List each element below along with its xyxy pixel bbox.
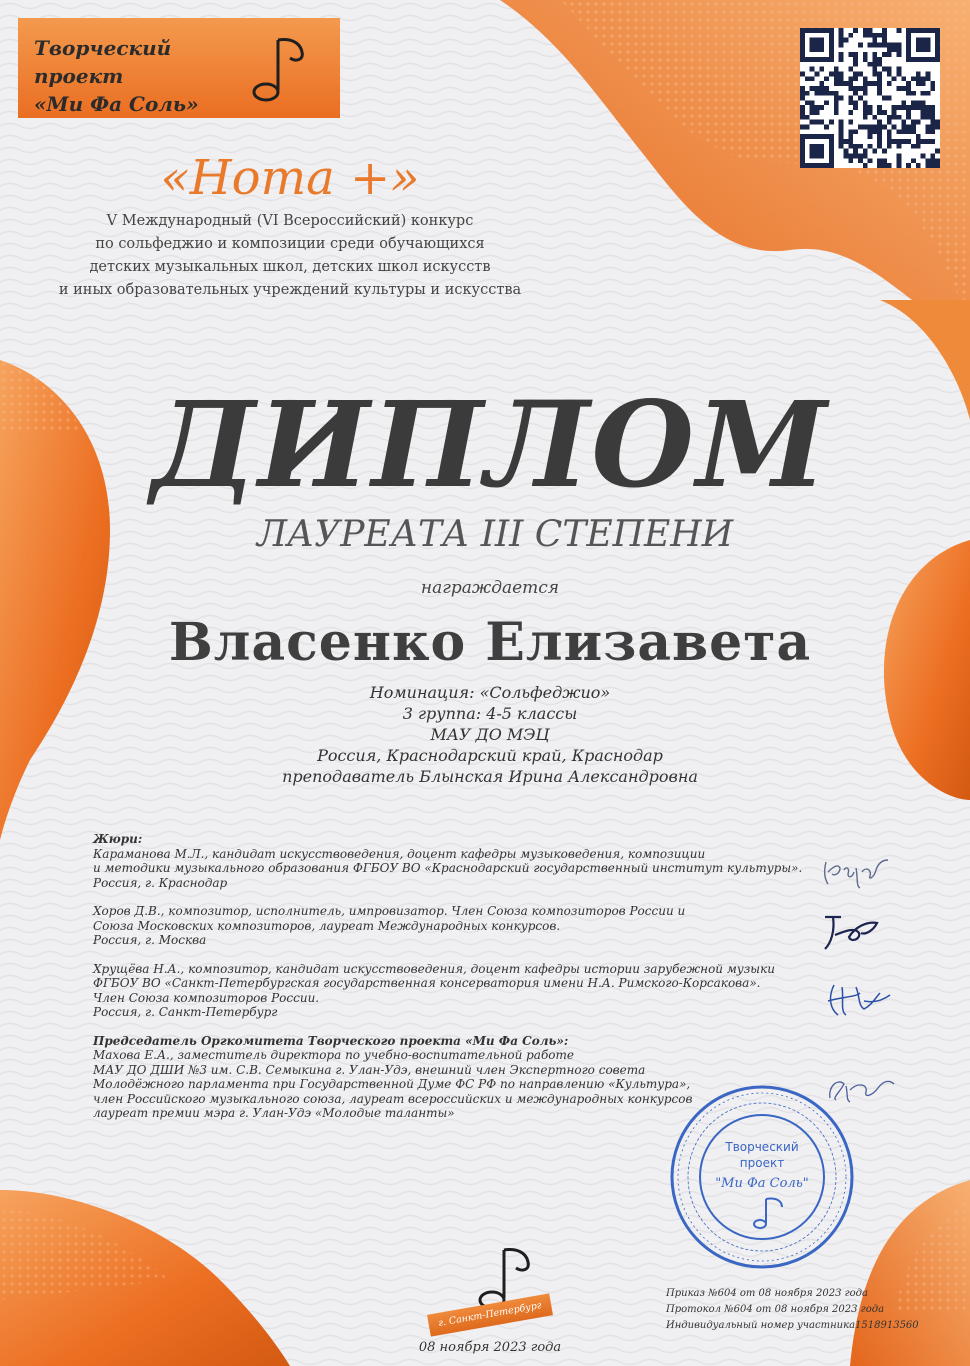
diploma-degree: ЛАУРЕАТА III СТЕПЕНИ (256, 514, 734, 555)
signature-khorov (815, 905, 891, 957)
contest-description-line: V Международный (VI Всероссийский) конкурс (106, 213, 474, 229)
jury-title: Жюри: (93, 832, 143, 846)
nomination: Номинация: «Сольфеджио» (369, 683, 611, 702)
location: Россия, Краснодарский край, Краснодар (317, 746, 663, 765)
issue-date: 08 ноября 2023 года (418, 1340, 562, 1355)
jury-member-line: Россия, г. Москва (93, 933, 207, 947)
contest-title: «Нота +» (160, 150, 420, 206)
chair-line: МАУ ДО ДШИ №3 им. С.В. Семыкина г. Улан-Удэ, внешний член Экспертного совета (93, 1062, 646, 1077)
contest-description-line: и иных образовательных учреждений культуры и искусства (58, 282, 522, 298)
contest-description-line: по сольфеджио и композиции среди обучающихся (95, 236, 485, 252)
contest-description (40, 210, 540, 302)
participant-number: Индивидуальный номер участника1518913560 (666, 1320, 919, 1331)
qr-code (800, 28, 940, 168)
jury-member-line: ФГБОУ ВО «Санкт-Петербургская государственная консерватория имени Н.А. Римского-Корсакова». (93, 976, 761, 990)
jury-member-line: Член Союза композиторов России. (93, 990, 320, 1005)
banner-line-2: «Ми Фа Соль» (34, 92, 199, 116)
contest-description-line: детских музыкальных школ, детских школ искусств (89, 259, 491, 275)
chair-line: Махова Е.А., заместитель директора по учебно-воспитательной работе (93, 1048, 574, 1062)
jury-member-line: Хоров Д.В., композитор, исполнитель, импровизатор. Член Союза композиторов России и (93, 904, 686, 918)
stamp-line-1: Творческий (725, 1140, 799, 1154)
signature-khrushcheva (820, 975, 898, 1025)
jury-section (93, 832, 813, 1121)
chair-line: член Российского музыкального союза, лауреат всероссийских и международных конкурсов (93, 1091, 693, 1106)
city-ribbon: г. Санкт-Петербург (427, 1293, 553, 1336)
stamp-line-2: проект (739, 1156, 785, 1170)
awarded-label: награждается (420, 578, 560, 598)
jury-member-line: Союза Московских композиторов, лауреат Международных конкурсов. (93, 918, 561, 933)
chair-line: лауреат премии мэра г. Улан-Удэ «Молодые таланты» (93, 1106, 455, 1120)
institution: МАУ ДО МЭЦ (430, 725, 550, 744)
recipient-name: Власенко Елизавета (168, 612, 812, 673)
teacher: преподаватель Блынская Ирина Александровна (282, 767, 698, 786)
signature-karamanova (818, 848, 898, 896)
jury-member-line: Россия, г. Краснодар (93, 875, 228, 890)
jury-member-line: Караманова М.Л., кандидат искусствоведения, доцент кафедры музыковедения, композиции (93, 846, 706, 861)
diploma-title: ДИПЛОМ (151, 375, 829, 514)
music-note-icon (238, 28, 318, 108)
jury-member-line: Россия, г. Санкт-Петербург (93, 1005, 278, 1019)
group: 3 группа: 4-5 классы (402, 704, 578, 723)
chair-line: Молодёжного парламента при Государственной Думе ФС РФ по направлению «Культура», (93, 1077, 691, 1091)
award-details (240, 682, 740, 787)
organization-stamp (668, 1083, 856, 1271)
jury-member-line: и методики музыкального образования ФГБОУ ВО «Краснодарский государственный институт культуры». (93, 861, 803, 875)
jury-member-line: Хрущёва Н.А., композитор, кандидат искусствоведения, доцент кафедры истории зарубежной музыки (93, 961, 775, 976)
project-banner-text (34, 34, 254, 118)
order-number: Приказ №604 от 08 ноября 2023 года (666, 1288, 868, 1299)
order-info (666, 1286, 919, 1334)
chair-title: Председатель Оргкомитета Творческого проекта «Ми Фа Соль»: (93, 1033, 569, 1048)
stamp-line-3: "Ми Фа Соль" (715, 1176, 809, 1191)
protocol-number: Протокол №604 от 08 ноября 2023 года (666, 1304, 885, 1315)
banner-line-1: Творческий проект (34, 36, 172, 88)
